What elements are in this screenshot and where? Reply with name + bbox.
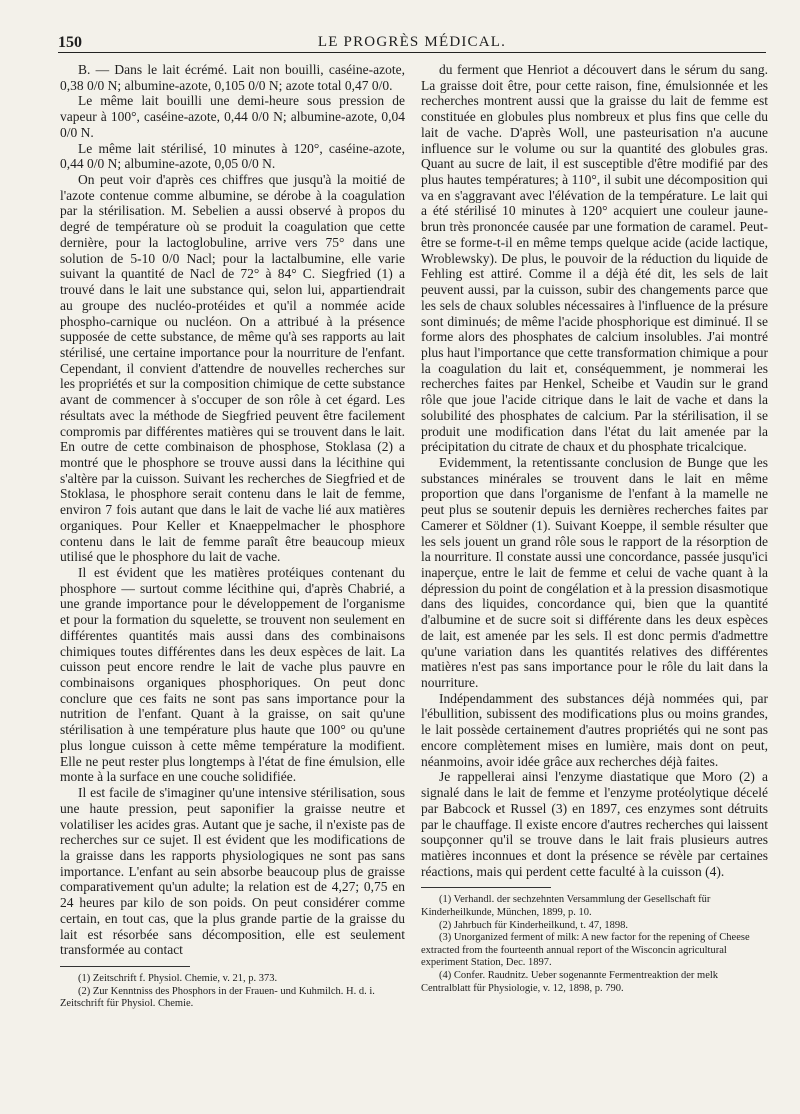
paragraph: Indépendamment des substances déjà nommées qui, par l'ébullition, subissent des modifications plus ou moins grandes, le lait possède certainement d'autres propriétés qui ne sont pas encore complètement mises en lumière, mais dont on peut, néanmoins, avoir idée grâce aux recherches déjà faites. (421, 690, 768, 769)
footnote-divider (60, 966, 190, 967)
page-number: 150 (58, 34, 82, 51)
right-column (421, 62, 768, 995)
paragraph: Evidemment, la retentissante conclusion de Bunge que les substances minérales se trouvent dans le lait en même proportion que dans l'organisme de l'enfant à la mamelle ne peut plus se soutenir depuis les dernières recherches faites par Camerer et Söldner (1). Suivant Koeppe, il semble résulter que les sels jouent un grand rôle sous le rapport de la résorption de la nourriture. Il constate aussi une concordance, passée jusqu'ici inaperçue, entre le lait de femme et celui de vache quant à la dépression du point de congélation et à la pression disasmotique dans des liquides, concordance qui, bien que la quantité d'albumine et de sucre soit si différente dans les deux espèces de lait, est amenée par les sels. Il est donc permis d'admettre qu'une variation dans les quantités relatives des différentes matières n'est pas sans importance pour le rôle du lait dans la nourriture. (421, 454, 768, 691)
footnote: (2) Jahrbuch für Kinderheilkund, t. 47, 1898. (439, 919, 628, 931)
paragraph: Le même lait stérilisé, 10 minutes à 120°, caséine-azote, 0,44 0/0 N; albumine-azote, 0,05 0/0 N. (60, 140, 405, 172)
paragraph: du ferment que Henriot a découvert dans le sérum du sang. La graisse doit être, pour cette raison, fine, émulsionnée et les recherches montrent aussi que la graisse du lait de femme est constituée en globules plus nombreux et plus fins que celle du lait de vache. D'après Woll, une pasteurisation n'a aucune influence sur le volume ou sur la quantité des globules gras. Quant au sucre de lait, il est susceptible d'être modifié par des plus hautes températures; à 110°, il subit une décomposition qui va en s'aggravant avec l'élévation de la température. Le lait qui a été stérilisé 10 minutes à 120° acquiert une couleur jaune-brun très prononcée causée par une formation de caramel. Peut-être se forme-t-il en même temps quelque acide (acide lactique, Wroblewsky). De plus, le pouvoir de la réduction du liquide de Fehling est attiré. Comme il a déjà été dit, les sels de lait peuvent aussi, par la cuisson, subir des changements parce que les sels de chaux solubles nécessaires à l'influence de la présure sont diminués; de même l'acide phosphorique est diminué. Il se forme alors des phosphates de calcium insolubles. J'ai montré plus haut l'importance que cette transformation chimique a pour la coagulation du lait et, conséquemment, je nommerai les recherches faites par Henkel, Scheibe et Vaudin sur le grand rôle que joue l'acide citrique dans le lait de vache et dans la solubilité des phosphates de calcium. Par la stérilisation, il se produit une modification dans l'état du lait amenée par la précipitation du citrate de chaux et du phosphate tricalcique. (421, 62, 768, 455)
running-title: LE PROGRÈS MÉDICAL. (317, 34, 507, 50)
paragraph: Le même lait bouilli une demi-heure sous pression de vapeur à 100°, caséine-azote, 0,44 0/0 N; albumine-azote, 0,04 0/0 N. (60, 93, 405, 140)
paragraph: Il est facile de s'imaginer qu'une intensive stérilisation, sous une haute pression, peut saponifier la graisse neutre et volatiliser les acides gras. Autant que je sache, il n'existe pas de recherches sur ce sujet. Il est évident que les modifications de la graisse dans les rapports physiologiques ne sont pas sans importance. L'enfant au sein absorbe beaucoup plus de graisse comparativement qu'un adulte; la relation est de 4,27; 0,75 en 24 heures par kilo de son poids. On peut considérer comme certain, en tout cas, que la plus grande partie de la graisse du lait est résorbée sans décomposition, elle est seulement transformée au contact (60, 785, 405, 958)
footnote: (4) Confer. Raudnitz. Ueber sogenannte Fermentreaktion der melk Centralblatt für Physiologie, v. 12, 1898, p. 790. (421, 969, 719, 994)
footnote: (2) Zur Kenntniss des Phosphors in der Frauen- und Kuhmilch. H. d. i. Zeitschrift für Physiol. Chemie. (60, 985, 375, 1010)
paragraph: On peut voir d'après ces chiffres que jusqu'à la moitié de l'azote contenue comme albumine, se dérobe à la coagulation par la stérilisation. M. Sebelien a aussi observé à propos du degré de température où se produit la coagulation que cette dernière, pour la lactoglobuline, arrive vers 75° dans une solution de 5-10 0/0 Nacl; pour la lactalbumine, elle varie suivant la quantité de Nacl de 72° à 84° C. Siegfried (1) a trouvé dans le lait une substance qui, selon lui, appartiendrait au groupe des nucléo-protéides et qu'il a nommée acide phospho-carnique ou nucléon. On a attribué à la présence supposée de cette substance, de même qu'à ses rapports au lait stérilisé, une certaine importance pour la nourriture de l'enfant. Cependant, il convient d'attendre de nouvelles recherches sur les propriétés et sur la composition chimique de cette substance avant de commencer à s'occuper de son rôle à cet égard. Les résultats avec la méthode de Siegfried peuvent être facilement compromis par différentes matières qui se trouvent dans le lait. En outre de cette combinaison de phosphose, Stoklasa (2) a montré que le phosphore se trouve aussi dans la lécithine qui s'altère par la cuisson. Suivant les recherches de Siegfried et de Stoklasa, le phosphore serait contenu dans le lait de femme, environ 7 fois autant que dans le lait de vache lié aux matières organiques. Pour Keller et Knaeppelmacher le phosphore contenu dans le lait de femme paraît être beaucoup mieux utilisé que le phosphore du lait de vache. (60, 172, 405, 565)
page-header (58, 28, 766, 53)
left-column (60, 62, 405, 1011)
footnote: (1) Zeitschrift f. Physiol. Chemie, v. 21, p. 373. (78, 972, 278, 984)
paragraph: Il est évident que les matières protéiques contenant du phosphore — surtout comme lécithine qui, d'après Chabrié, a une grande importance pour le développement de l'organisme et pour la formation du squelette, se trouvent non seulement en différentes quantités mais aussi dans des combinaisons chimiques toutes différentes dans les deux espèces de lait. La cuisson peut encore rendre le lait de vache plus pauvre en combinaisons organiques phosphoriques. On peut donc conclure que ces faits ne sont pas sans importance pour la nutrition de l'enfant. Quant à la graisse, on sait qu'une stérilisation à une température plus haute que 100° ou qu'une plus longue cuisson à cette même température la modifient. Elle ne peut rester plus longtemps à l'état de fine émulsion, elle monte à la surface en une couche solidifiée. (60, 565, 405, 785)
footnote: (3) Unorganized ferment of milk: A new factor for the repening of Cheese extracted from the fourteenth annual report of the Wisconcin agricultural experiment Station, Dec. 1897. (421, 932, 750, 969)
footnote: (1) Verhandl. der sechzehnten Versammlung der Gesellschaft für Kinderheilkunde, München, 1899, p. 10. (421, 894, 711, 918)
footnote-divider (421, 887, 551, 888)
paragraph: B. — Dans le lait écrémé. Lait non bouilli, caséine-azote, 0,38 0/0 N; albumine-azote, 0,105 0/0 N; azote total 0,47 0/0. (60, 62, 405, 93)
paragraph: Je rappellerai ainsi l'enzyme diastatique que Moro (2) a signalé dans le lait de femme et l'enzyme protéolytique décelé par Babcock et Russel (3) en 1897, ces enzymes sont détruits par le chauffage. Il existe encore d'autres recherches qui laissent soupçonner qu'il se trouve dans le lait frais plusieurs autres matières inconnues et dont la présence se révèle par certaines réactions, mais qui perdent cette faculté à la cuisson (4). (421, 769, 768, 879)
